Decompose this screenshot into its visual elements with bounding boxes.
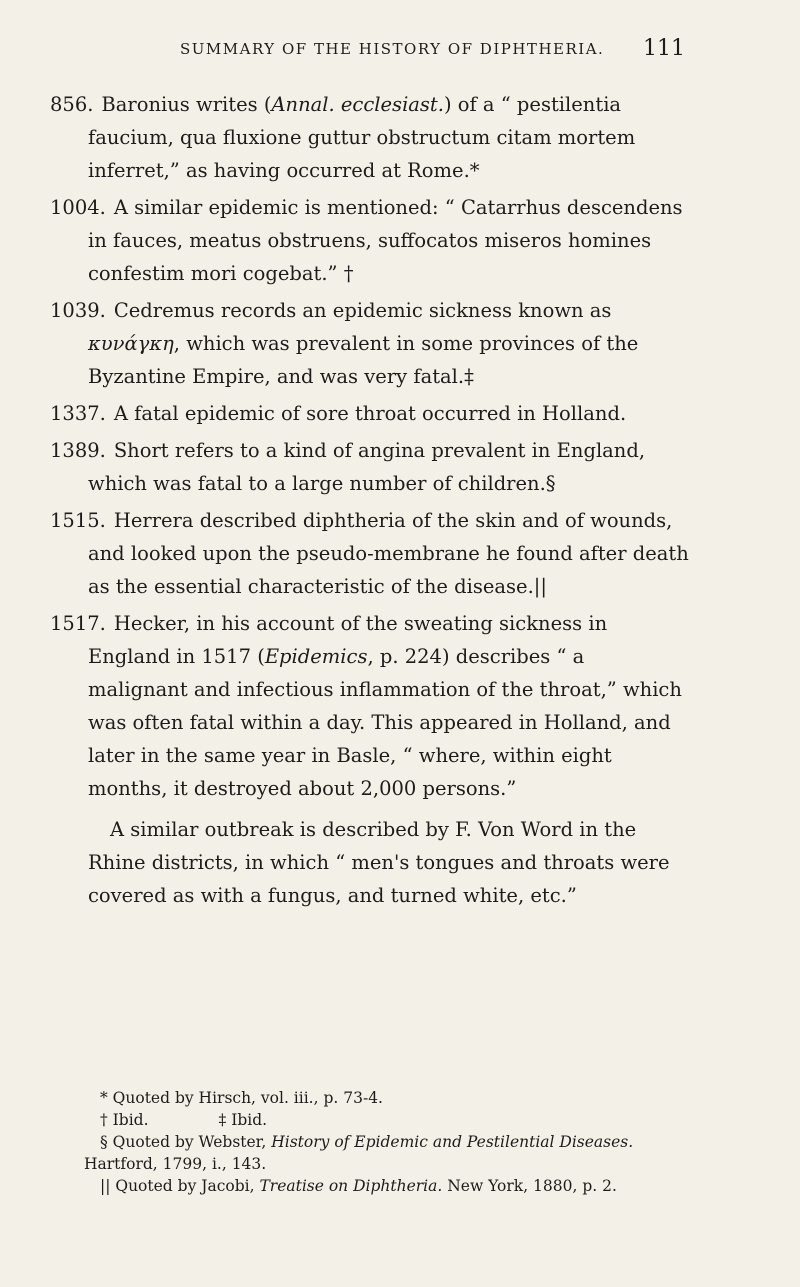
footnote-title: History of Epidemic and Pestilential Diseases. [271,1133,634,1151]
footnote-star: * Quoted by Hirsch, vol. iii., p. 73-4. [100,1089,383,1107]
entry-text: A fatal epidemic of sore throat occurred in Holland. [113,402,627,425]
entry-1515 [50,504,690,603]
footnote-title: Treatise on Diphtheria. [259,1177,443,1195]
footnote-text: || Quoted by Jacobi, [100,1177,260,1195]
entry-text: ) of a “ pestilentia faucium, qua fluxione guttur obstructum citam mortem inferret,” as having occurred at Rome.* [88,93,636,182]
entry-year: 1039. [50,299,106,322]
entry-year: 1004. [50,196,106,219]
footnote-text: § Quoted by Webster, [100,1133,272,1151]
entry-text: , p. 224) describes “ a malignant and infectious inflammation of the throat,” which was often fatal within a day. This appeared in Holland, and later in the same year in Basle, “ where, within eight months, it destroyed about 2,000 persons.” [88,645,682,800]
entry-year: 1517. [50,612,106,635]
entry-year: 1337. [50,402,106,425]
entry-year: 1389. [50,439,106,462]
footnote-text: Hartford, 1799, i., 143. [84,1155,267,1173]
entry-text: Short refers to a kind of angina prevalent in England, which was fatal to a large number of children.§ [88,439,646,495]
entry-856 [50,88,690,187]
entry-1389 [50,434,690,500]
entry-text: A similar epidemic is mentioned: “ Catarrhus descendens in fauces, meatus obstruens, suffocatos miseros homines confestim mori cogebat.” † [88,196,683,285]
entry-text: Hecker, in his account of the sweating sickness in England in 1517 ( [88,612,608,668]
entry-year: 1515. [50,509,106,532]
greek-term: κυνάγκη [88,332,174,355]
footnote-double-dagger: ‡ Ibid. [218,1111,268,1129]
footnote-dagger: † Ibid. [100,1111,149,1129]
entry-text: Herrera described diphtheria of the skin and of wounds, and looked upon the pseudo-membrane he found after death as the essential characteristic of the disease.|| [88,509,689,598]
entry-1517 [50,607,690,805]
chronology-list [50,88,690,912]
entry-year: 856. [50,93,94,116]
entry-citation: Annal. ecclesiast. [271,93,444,116]
entry-citation: Epidemics [264,645,368,668]
footnotes [84,1087,694,1197]
running-title: SUMMARY OF THE HISTORY OF DIPHTHERIA. [180,40,605,58]
entry-text: Baronius writes ( [101,93,272,116]
entry-1337 [50,397,690,430]
entry-text: Cedremus records an epidemic sickness known as [113,299,612,322]
continuation-paragraph: A similar outbreak is described by F. Von Word in the Rhine districts, in which “ men's tongues and throats were covered as with a fungus, and turned white, etc.” [88,818,670,907]
running-header [60,36,685,76]
footnote-dagger-line [84,1109,694,1131]
page-number: 111 [643,36,685,61]
footnote-section [84,1131,694,1175]
footnote-bars [84,1175,694,1197]
entry-1004 [50,191,690,290]
entry-text: , which was prevalent in some provinces of the Byzantine Empire, and was very fatal.‡ [88,332,639,388]
footnote-text: New York, 1880, p. 2. [442,1177,617,1195]
entry-1039 [50,294,690,393]
